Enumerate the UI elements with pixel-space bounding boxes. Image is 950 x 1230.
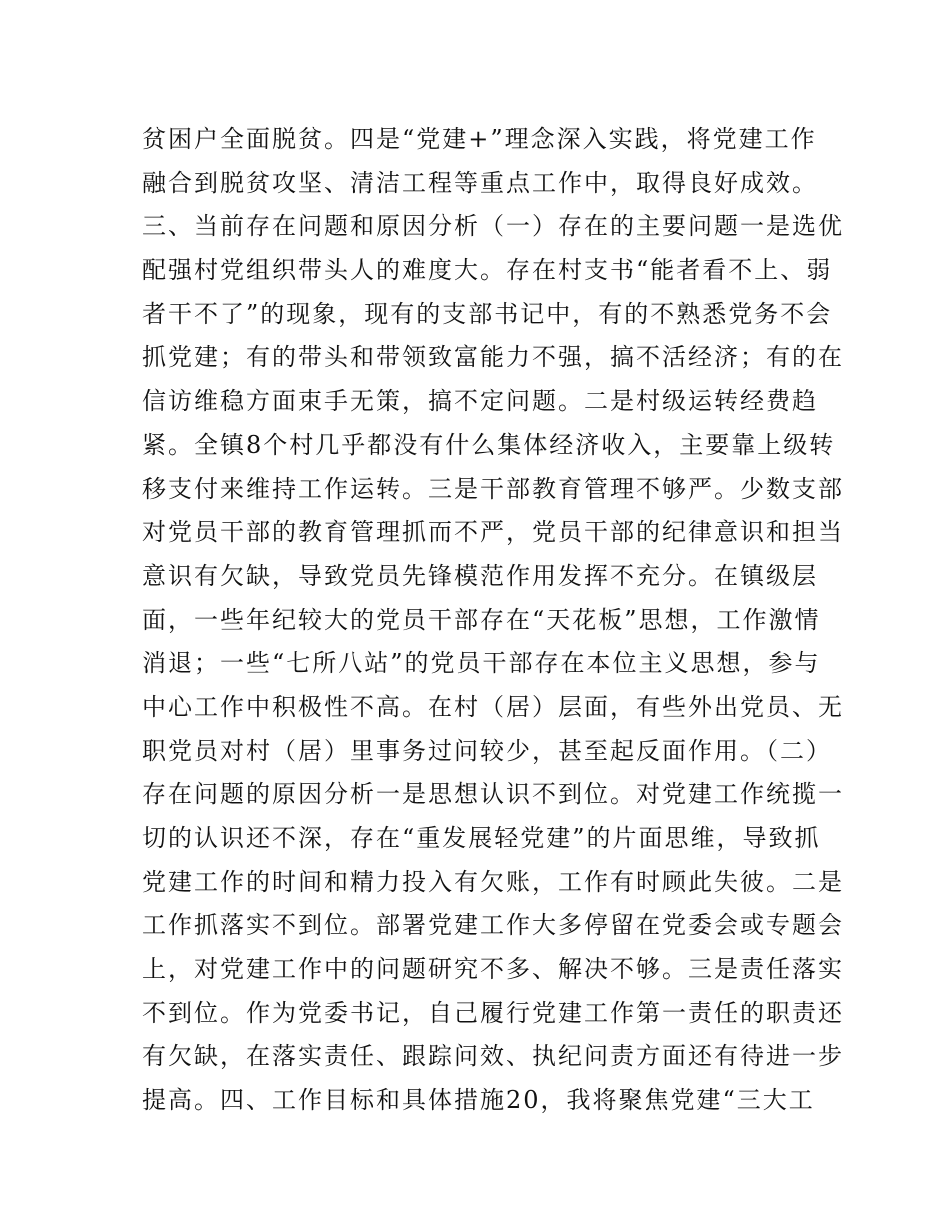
text-line: 面，一些年纪较大的党员干部存在“天花板”思想，工作激情 <box>142 605 821 634</box>
text-line: 配强村党组织带头人的难度大。存在村支书“能者看不上、弱 <box>142 256 833 285</box>
text-line: 三、当前存在问题和原因分析（一）存在的主要问题一是选优 <box>142 212 844 241</box>
text-line: 切的认识还不深，存在“重发展轻党建”的片面思维，导致抓 <box>142 824 821 852</box>
text-line: 有欠缺，在落实责任、跟踪问效、执纪问责方面还有待进一步 <box>142 1042 844 1071</box>
text-line: 对党员干部的教育管理抓而不严，党员干部的纪律意识和担当 <box>142 518 844 547</box>
text-line: 融合到脱贫攻坚、清洁工程等重点工作中，取得良好成效。 <box>142 168 818 197</box>
text-line: 者干不了”的现象，现有的支部书记中，有的不熟悉党务不会 <box>142 299 833 328</box>
text-line: 抓党建；有的带头和带领致富能力不强，搞不活经济；有的在 <box>142 343 844 372</box>
text-line: 意识有欠缺，导致党员先锋模范作用发挥不充分。在镇级层 <box>142 561 818 590</box>
text-line: 中心工作中积极性不高。在村（居）层面，有些外出党员、无 <box>142 692 844 721</box>
text-line: 提高。四、工作目标和具体措施20，我将聚焦党建“三大工 <box>142 1086 815 1115</box>
text-line: 消退；一些“七所八站”的党员干部存在本位主义思想，参与 <box>142 649 821 678</box>
text-line: 存在问题的原因分析一是思想认识不到位。对党建工作统揽一 <box>142 780 844 809</box>
text-line: 紧。全镇8个村几乎都没有什么集体经济收入，主要靠上级转 <box>142 430 836 459</box>
text-line: 移支付来维持工作运转。三是干部教育管理不够严。少数支部 <box>142 474 844 503</box>
text-line: 贫困户全面脱贫。四是“党建+”理念深入实践，将党建工作 <box>142 125 817 153</box>
text-line: 不到位。作为党委书记，自己履行党建工作第一责任的职责还 <box>142 998 844 1027</box>
body-text <box>142 118 844 1123</box>
text-line: 信访维稳方面束手无策，搞不定问题。二是村级运转经费趋 <box>142 387 818 416</box>
text-line: 工作抓落实不到位。部署党建工作大多停留在党委会或专题会 <box>142 911 844 940</box>
text-line: 职党员对村（居）里事务过问较少，甚至起反面作用。（二） <box>142 736 832 765</box>
text-line: 上，对党建工作中的问题研究不多、解决不够。三是责任落实 <box>142 955 844 984</box>
text-line: 党建工作的时间和精力投入有欠账，工作有时顾此失彼。二是 <box>142 867 844 896</box>
